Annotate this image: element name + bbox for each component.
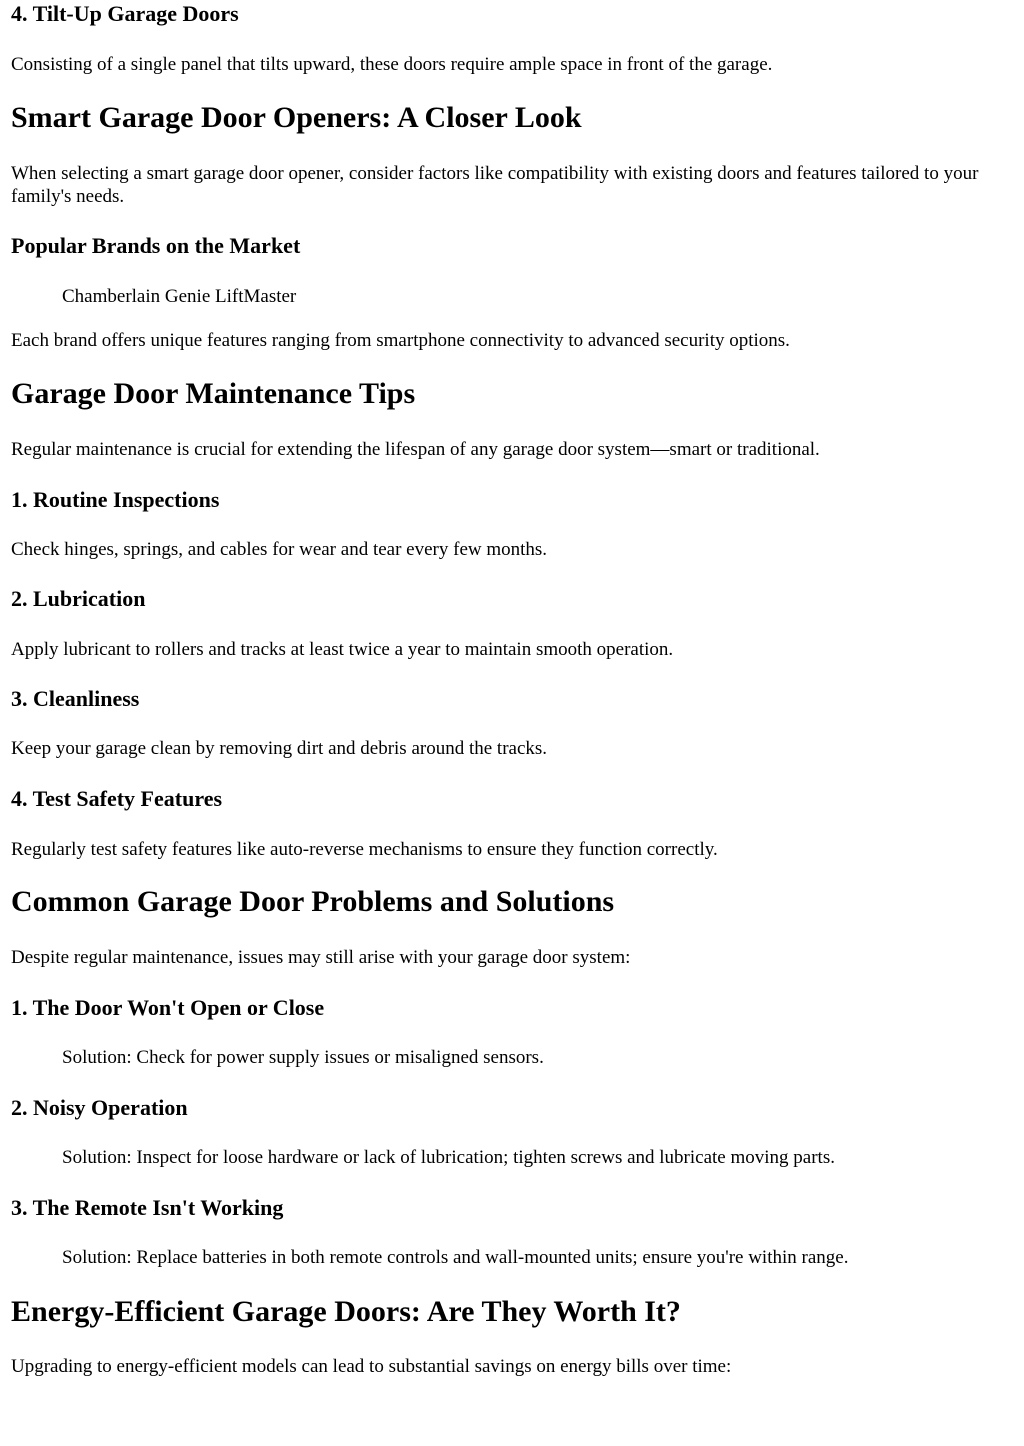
tip-heading: 4. Test Safety Features xyxy=(11,786,223,811)
maintenance-intro: Regular maintenance is crucial for extending the lifespan of any garage door system—smart or traditional. xyxy=(11,439,820,460)
tip-text: Keep your garage clean by removing dirt and debris around the tracks. xyxy=(11,738,548,759)
smart-openers-heading: Smart Garage Door Openers: A Closer Look xyxy=(11,101,582,134)
tip-heading: 1. Routine Inspections xyxy=(11,487,220,512)
tip-text: Apply lubricant to rollers and tracks at least twice a year to maintain smooth operation. xyxy=(11,639,674,660)
brands-list: Chamberlain Genie LiftMaster xyxy=(62,286,297,307)
brands-text: Each brand offers unique features ranging from smartphone connectivity to advanced security options. xyxy=(11,330,790,351)
tip-text: Check hinges, springs, and cables for wear and tear every few months. xyxy=(11,539,548,560)
energy-text: Upgrading to energy-efficient models can lead to substantial savings on energy bills over time: xyxy=(11,1356,732,1377)
brands-heading: Popular Brands on the Market xyxy=(11,233,301,258)
problems-heading: Common Garage Door Problems and Solutions xyxy=(11,885,615,918)
problems-intro: Despite regular maintenance, issues may still arise with your garage door system: xyxy=(11,947,631,968)
smart-openers-text: When selecting a smart garage door opener, consider factors like compatibility with existing doors and features tailored to your family's needs. xyxy=(11,163,979,207)
maintenance-heading: Garage Door Maintenance Tips xyxy=(11,377,416,410)
problem-solution: Solution: Inspect for loose hardware or lack of lubrication; tighten screws and lubricate moving parts. xyxy=(62,1147,835,1168)
energy-heading: Energy-Efficient Garage Doors: Are They Worth It? xyxy=(11,1295,681,1328)
problem-solution: Solution: Replace batteries in both remote controls and wall-mounted units; ensure you're within range. xyxy=(62,1247,849,1268)
problem-heading: 3. The Remote Isn't Working xyxy=(11,1195,284,1220)
problem-heading: 1. The Door Won't Open or Close xyxy=(11,995,325,1020)
tip-heading: 3. Cleanliness xyxy=(11,686,140,711)
problem-heading: 2. Noisy Operation xyxy=(11,1095,188,1120)
problem-solution: Solution: Check for power supply issues or misaligned sensors. xyxy=(62,1047,544,1068)
tip-text: Regularly test safety features like auto-reverse mechanisms to ensure they function correctly. xyxy=(11,839,718,860)
tilt-up-text: Consisting of a single panel that tilts upward, these doors require ample space in front of the garage. xyxy=(11,54,773,75)
tip-heading: 2. Lubrication xyxy=(11,586,146,611)
tilt-up-heading: 4. Tilt-Up Garage Doors xyxy=(11,1,239,26)
